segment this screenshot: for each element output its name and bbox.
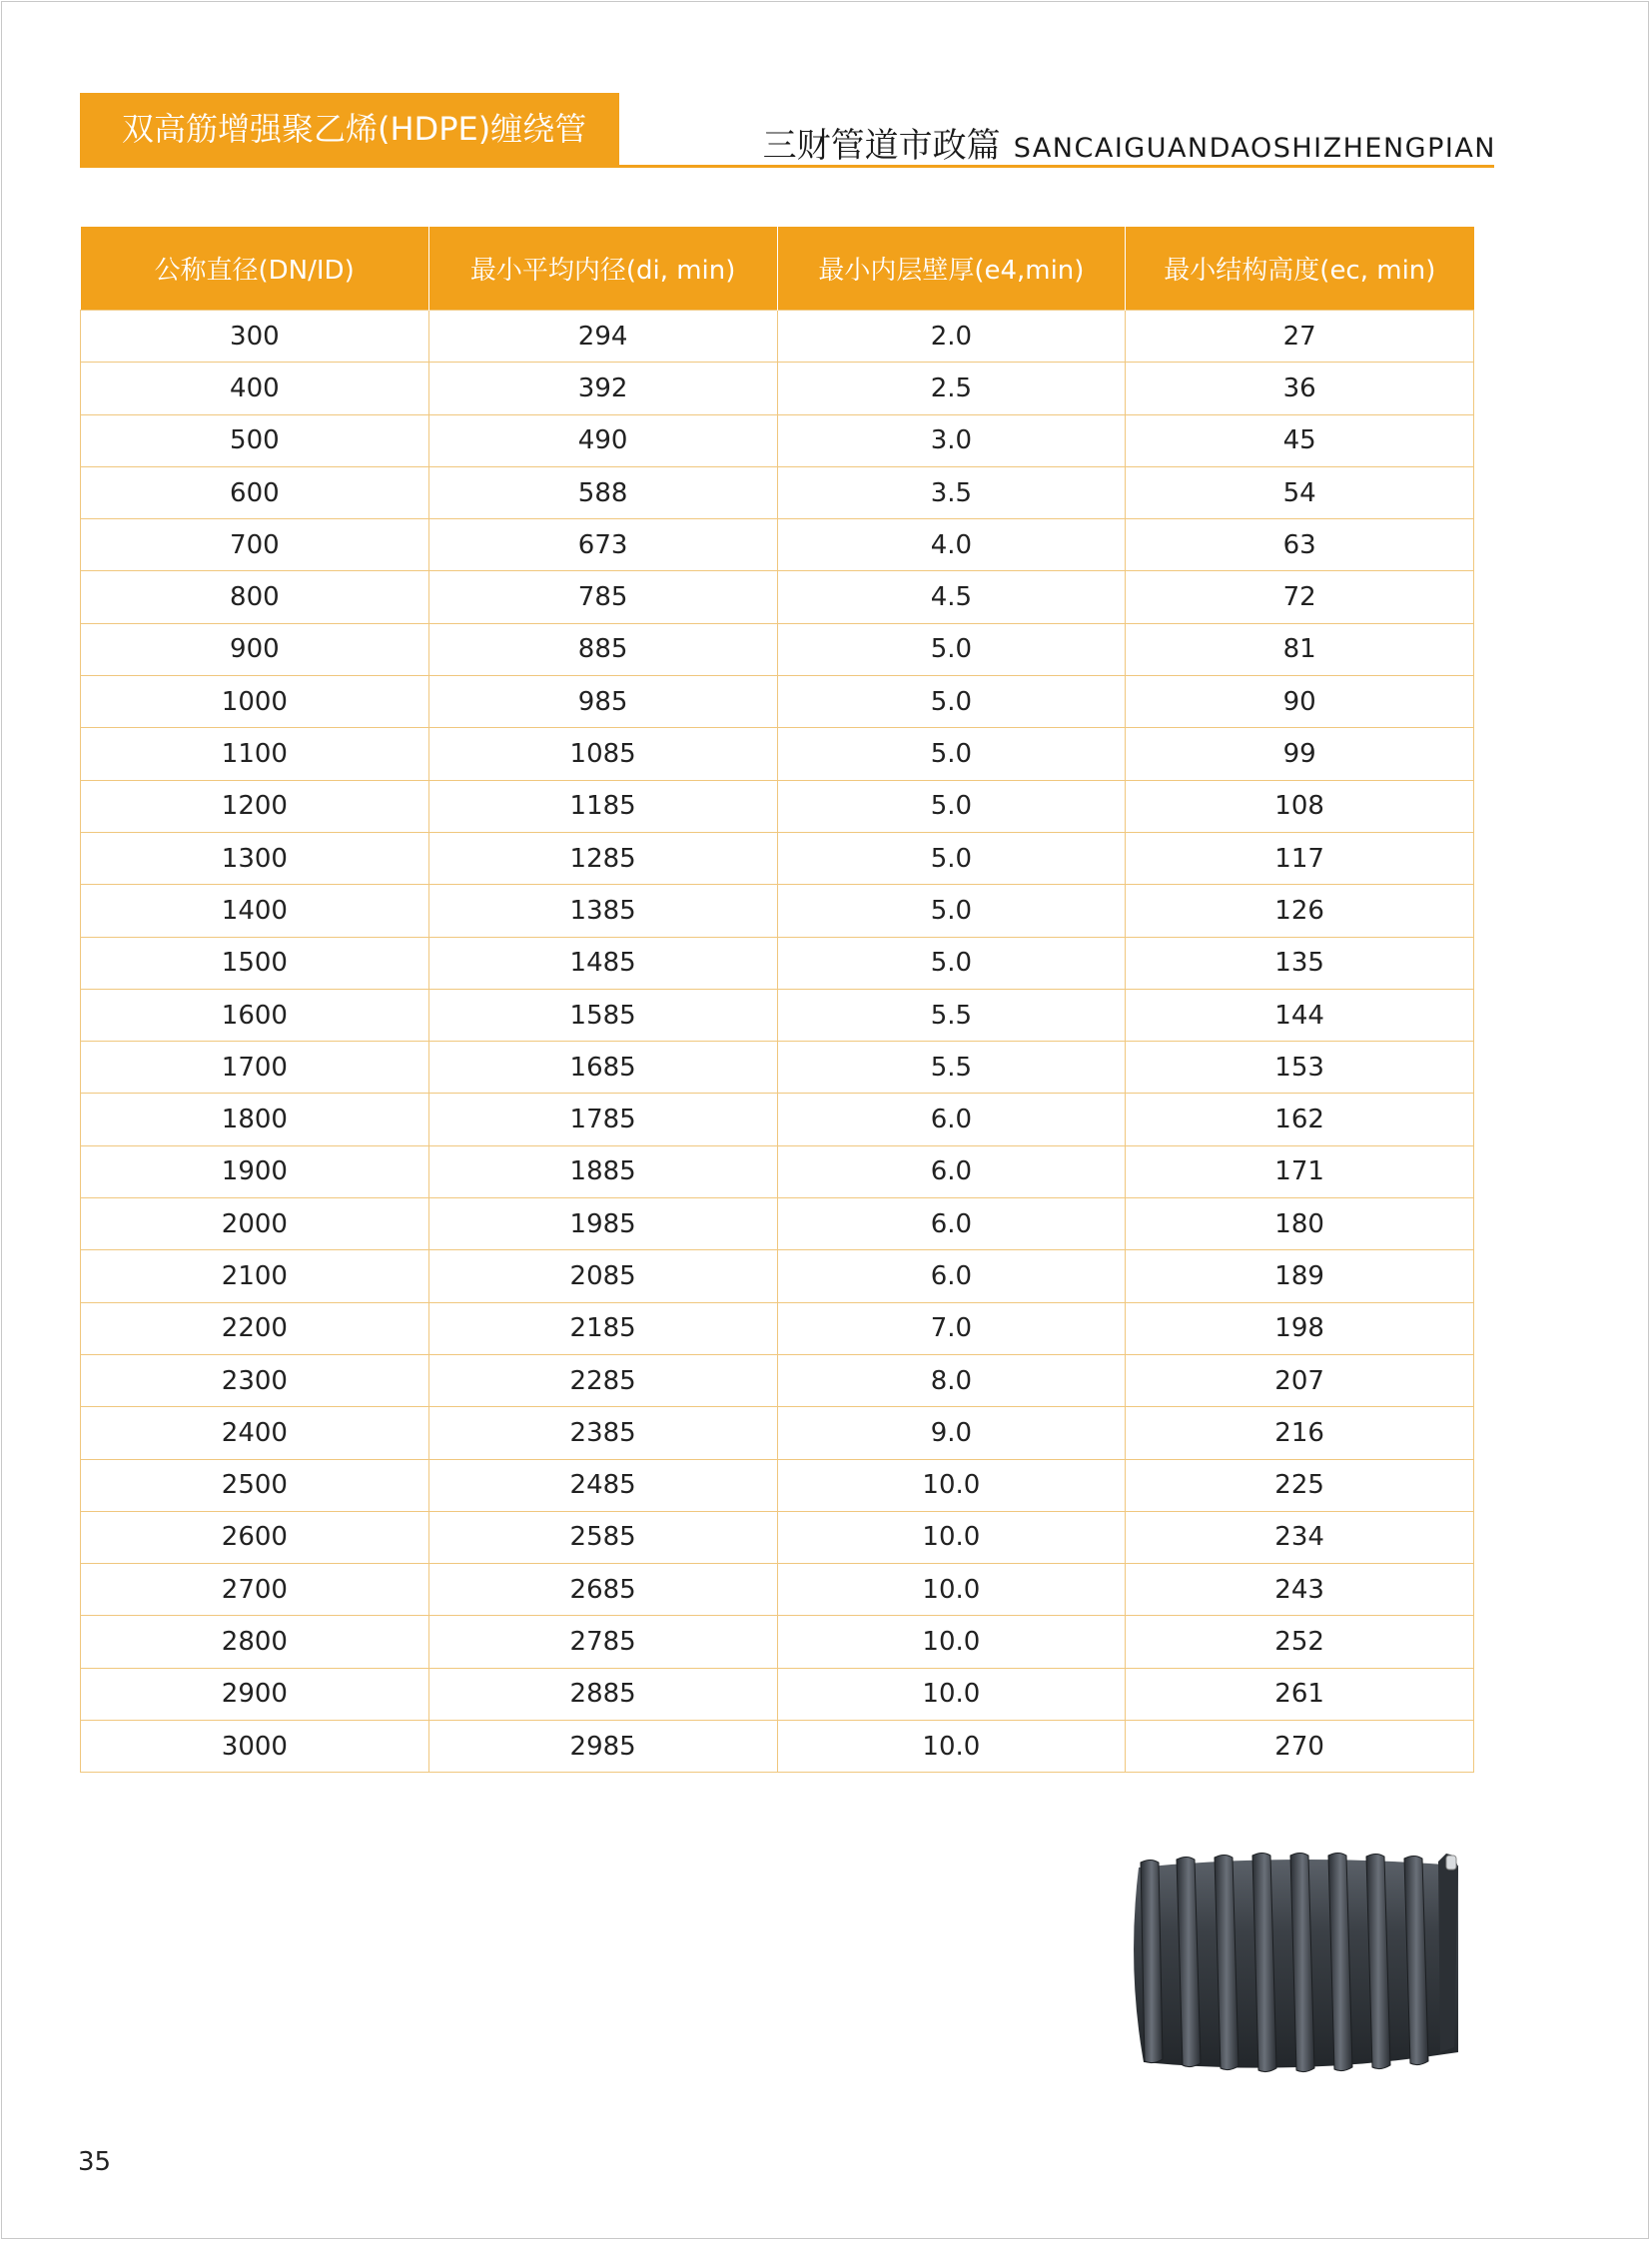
table-row [81,676,1474,728]
table-row [81,1616,1474,1668]
table-row [81,1511,1474,1563]
table-cell: 153 [1126,1042,1474,1094]
table-cell: 5.0 [777,937,1126,989]
table-cell: 207 [1126,1354,1474,1406]
table-cell: 1185 [428,780,777,832]
table-cell: 2500 [81,1459,429,1511]
table-cell: 2100 [81,1250,429,1302]
header-nominal-diameter: 公称直径(DN/ID) [81,227,429,311]
brand-header [762,118,1496,166]
table-cell: 6.0 [777,1145,1126,1197]
table-cell: 54 [1126,466,1474,518]
table-cell: 1300 [81,832,429,884]
table-row [81,937,1474,989]
table-cell: 6.0 [777,1250,1126,1302]
table-cell: 1385 [428,885,777,937]
table-cell: 198 [1126,1302,1474,1354]
table-cell: 9.0 [777,1407,1126,1459]
hdpe-pipe-image [1129,1848,1468,2077]
table-cell: 252 [1126,1616,1474,1668]
table-cell: 392 [428,363,777,414]
table-cell: 2585 [428,1511,777,1563]
spec-table [80,227,1474,1773]
table-row [81,780,1474,832]
table-cell: 1700 [81,1042,429,1094]
table-row [81,623,1474,675]
table-cell: 126 [1126,885,1474,937]
table-cell: 1000 [81,676,429,728]
table-cell: 2600 [81,1511,429,1563]
table-cell: 3.5 [777,466,1126,518]
table-row [81,1668,1474,1720]
table-cell: 1800 [81,1094,429,1145]
table-cell: 1485 [428,937,777,989]
table-cell: 10.0 [777,1668,1126,1720]
table-row [81,1094,1474,1145]
table-row [81,311,1474,363]
table-cell: 10.0 [777,1616,1126,1668]
table-row [81,989,1474,1041]
table-cell: 45 [1126,414,1474,466]
table-cell: 2985 [428,1721,777,1773]
table-cell: 2800 [81,1616,429,1668]
table-cell: 1685 [428,1042,777,1094]
table-row [81,1721,1474,1773]
table-row [81,1145,1474,1197]
table-cell: 1085 [428,728,777,780]
table-cell: 1585 [428,989,777,1041]
table-cell: 7.0 [777,1302,1126,1354]
table-cell: 243 [1126,1564,1474,1616]
table-cell: 135 [1126,937,1474,989]
table-cell: 99 [1126,728,1474,780]
table-cell: 225 [1126,1459,1474,1511]
table-cell: 490 [428,414,777,466]
table-cell: 5.0 [777,623,1126,675]
header-min-wall-thickness: 最小内层壁厚(e4,min) [777,227,1126,311]
table-cell: 2300 [81,1354,429,1406]
table-cell: 1600 [81,989,429,1041]
table-cell: 2.0 [777,311,1126,363]
brand-title-zh: 三财管道市政篇 [762,126,1001,166]
table-cell: 588 [428,466,777,518]
table-cell: 2400 [81,1407,429,1459]
table-cell: 700 [81,519,429,571]
table-cell: 785 [428,571,777,623]
table-cell: 1885 [428,1145,777,1197]
table-cell: 72 [1126,571,1474,623]
table-cell: 261 [1126,1668,1474,1720]
table-cell: 5.5 [777,989,1126,1041]
table-cell: 8.0 [777,1354,1126,1406]
table-cell: 885 [428,623,777,675]
table-cell: 162 [1126,1094,1474,1145]
header-min-inner-diameter: 最小平均内径(di, min) [428,227,777,311]
table-cell: 5.0 [777,780,1126,832]
table-cell: 2685 [428,1564,777,1616]
table-cell: 1285 [428,832,777,884]
table-cell: 1500 [81,937,429,989]
table-cell: 294 [428,311,777,363]
table-row [81,363,1474,414]
table-cell: 1900 [81,1145,429,1197]
table-body [81,311,1474,1773]
table-row [81,885,1474,937]
table-cell: 2385 [428,1407,777,1459]
table-row [81,1564,1474,1616]
table-cell: 1985 [428,1198,777,1250]
table-cell: 2000 [81,1198,429,1250]
table-cell: 2200 [81,1302,429,1354]
table-row [81,1250,1474,1302]
table-row [81,466,1474,518]
table-row [81,728,1474,780]
table-cell: 36 [1126,363,1474,414]
table-row [81,519,1474,571]
table-cell: 2885 [428,1668,777,1720]
table-cell: 5.0 [777,676,1126,728]
table-cell: 2285 [428,1354,777,1406]
table-cell: 108 [1126,780,1474,832]
table-cell: 1200 [81,780,429,832]
table-cell: 2.5 [777,363,1126,414]
table-cell: 81 [1126,623,1474,675]
table-cell: 300 [81,311,429,363]
table-cell: 5.0 [777,885,1126,937]
table-cell: 6.0 [777,1094,1126,1145]
table-cell: 800 [81,571,429,623]
table-cell: 144 [1126,989,1474,1041]
table-cell: 189 [1126,1250,1474,1302]
table-row [81,414,1474,466]
table-cell: 5.5 [777,1042,1126,1094]
table-cell: 171 [1126,1145,1474,1197]
table-row [81,1354,1474,1406]
table-cell: 216 [1126,1407,1474,1459]
table-cell: 4.5 [777,571,1126,623]
table-cell: 1785 [428,1094,777,1145]
table-cell: 10.0 [777,1721,1126,1773]
table-cell: 3.0 [777,414,1126,466]
table-cell: 673 [428,519,777,571]
table-row [81,1459,1474,1511]
table-cell: 5.0 [777,832,1126,884]
table-cell: 2900 [81,1668,429,1720]
table-cell: 2700 [81,1564,429,1616]
table-cell: 5.0 [777,728,1126,780]
page-number: 35 [78,2147,112,2177]
table-row [81,832,1474,884]
header-min-structure-height: 最小结构高度(ec, min) [1126,227,1474,311]
table-cell: 10.0 [777,1511,1126,1563]
table-cell: 180 [1126,1198,1474,1250]
table-cell: 4.0 [777,519,1126,571]
table-row [81,1407,1474,1459]
table-cell: 2085 [428,1250,777,1302]
table-cell: 90 [1126,676,1474,728]
table-cell: 600 [81,466,429,518]
brand-title-en: SANCAIGUANDAOSHIZHENGPIAN [1013,133,1496,164]
table-cell: 117 [1126,832,1474,884]
table-cell: 10.0 [777,1459,1126,1511]
section-title-tab: 双高筋增强聚乙烯(HDPE)缠绕管 [80,93,619,165]
table-header-row [81,227,1474,311]
table-cell: 1100 [81,728,429,780]
table-cell: 27 [1126,311,1474,363]
table-row [81,1302,1474,1354]
table-cell: 63 [1126,519,1474,571]
table-cell: 234 [1126,1511,1474,1563]
table-cell: 2185 [428,1302,777,1354]
table-cell: 900 [81,623,429,675]
table-row [81,1042,1474,1094]
table-cell: 3000 [81,1721,429,1773]
table-cell: 6.0 [777,1198,1126,1250]
table-cell: 270 [1126,1721,1474,1773]
table-cell: 2785 [428,1616,777,1668]
table-cell: 500 [81,414,429,466]
table-cell: 10.0 [777,1564,1126,1616]
table-cell: 2485 [428,1459,777,1511]
table-row [81,1198,1474,1250]
table-cell: 1400 [81,885,429,937]
table-row [81,571,1474,623]
table-cell: 985 [428,676,777,728]
table-cell: 400 [81,363,429,414]
